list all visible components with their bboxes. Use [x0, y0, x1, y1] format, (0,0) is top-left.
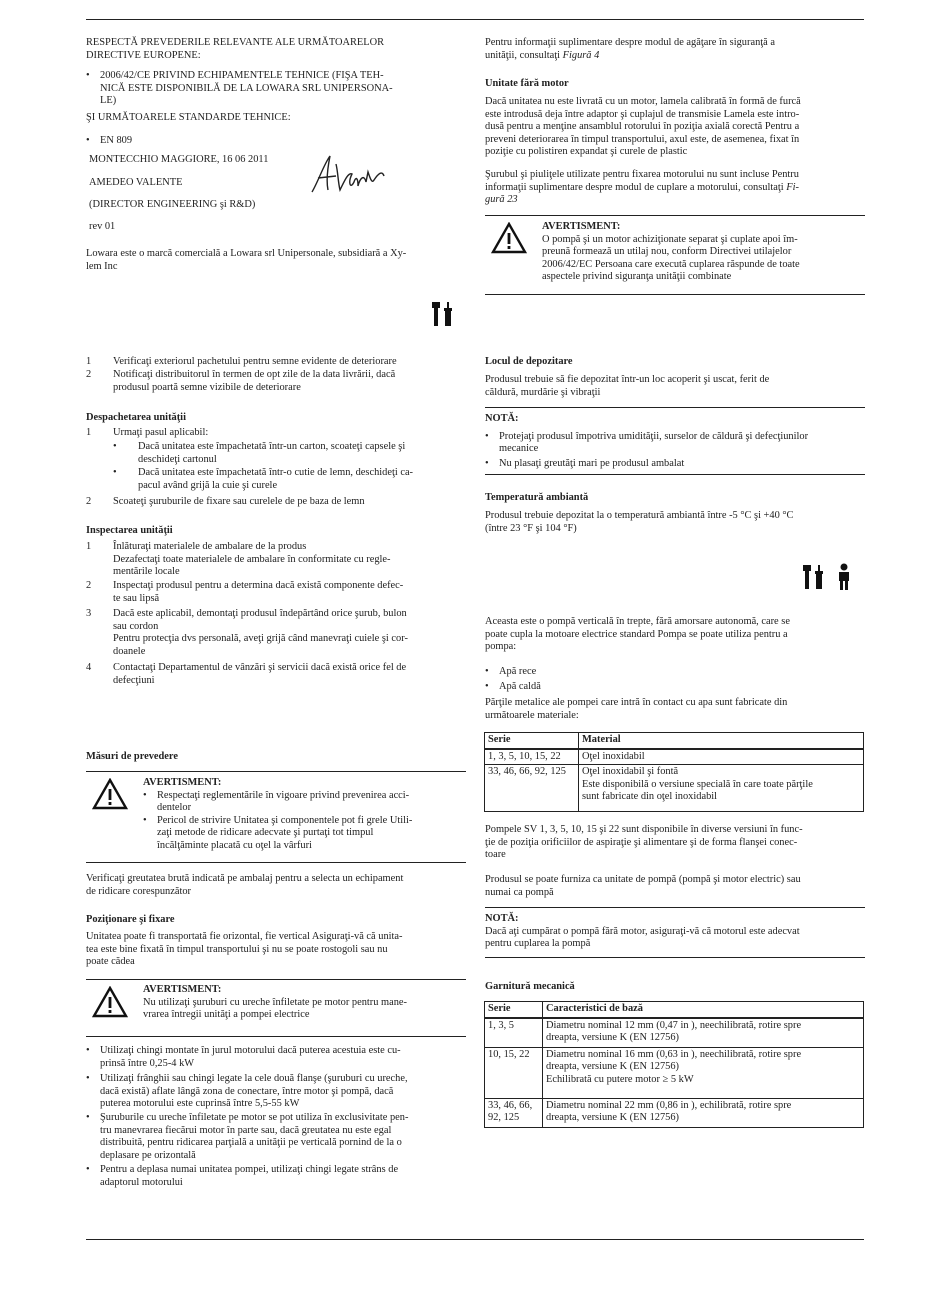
declaration-title: RESPECTĂ PREVEDERILE RELEVANTE ALE URMĂTOARELOR DIRECTIVE EUROPENE: [86, 37, 385, 61]
warning-text: Nu utilizaţi şuruburi cu ureche înfiletate pe motor pentru mane- vrarea întregii unităţi a pompei electrice [143, 996, 408, 1021]
warning-box-eyebolts [86, 979, 466, 1037]
pump-use-bullet: • Apă caldă [485, 681, 541, 692]
supply-text: Produsul se poate furniza ca unitate de pompă (pompă şi motor electric) sau numai ca pompă [485, 874, 801, 898]
warning-box-coupling [485, 215, 865, 295]
signature [308, 152, 388, 196]
info-figure-ref: Figură 4 [562, 49, 600, 61]
check-step-1: 1 Verificaţi exteriorul pachetului pentru semne evidente de deteriorare [86, 356, 397, 367]
heading-storage: Locul de depozitare [485, 356, 573, 367]
heading-inspect: Inspectarea unităţii [86, 525, 173, 536]
inspect-step-3: 3 Dacă este aplicabil, demontaţi produsul îndepărtând orice şurub, bulon sau cordon Pentru protecţia dvs personală, aveţi grijă când manevraţi cuiele şi cor- doanele [86, 608, 408, 657]
table-row: 1, 3, 5 Diametru nominal 12 mm (0,47 in ), neechilibrată, rotire spre dreapta, versiune K (EN 12756) [485, 1018, 864, 1048]
lifting-bullet-4: • Pentru a deplasa numai unitatea pompei, utilizaţi chingi legate strâns de adaptorul motorului [86, 1164, 399, 1188]
table-row: 33, 46, 66, 92, 125 Diametru nominal 22 mm (0,86 in ), echilibrată, rotire spre dreapta, versiune K (EN 12756) [485, 1098, 864, 1127]
unpack-step-2: 2 Scoateţi şuruburile de fixare sau curelele de pe baza de lemn [86, 496, 365, 507]
warning-triangle-icon [491, 222, 527, 254]
inspect-step-4: 4 Contactaţi Departamentul de vânzări şi servicii dacă există orice fel de defecţiuni [86, 662, 407, 686]
weight-text: Verificaţi greutatea brută indicată pe ambalaj pentru a selecta un echipament de ridicare corespunzător [86, 873, 404, 897]
unpack-substep-b: • Dacă unitatea este împachetată într-o cutie de lemn, deschideţi ca- pacul având grijă la cuie şi curele [113, 467, 414, 491]
warning-title: AVERTISMENT: [143, 777, 222, 788]
table-header: Material [579, 733, 864, 749]
pump-intro: Aceasta este o pompă verticală în trepte, fără amorsare autonomă, care se poate cupla la motoare electrice standard Pompa se poate utiliza pentru a pompa: [485, 616, 790, 653]
warning-title: AVERTISMENT: [143, 984, 222, 995]
unit-without-motor-text: Dacă unitatea nu este livrată cu un motor, lamela calibrată în formă de furcă este introdusă deja între adaptor şi cuplajul de transmisie Lamela este intro- dusă pentru a menţine ansamblul rotorului în poziţia axială corectă Pentru a preveni deteriorarea în timpul transportului, axul este, de asemenea, fixat în poziţie cu polistiren expandat şi curele de plastic [485, 96, 801, 158]
warning-text: O pompă şi un motor achiziţionate separat şi cuplate apoi îm- preună formează un utilaj nou, conform Directivei utilajelor 2006/42/EC Persoana care execută cuplarea răspunde de toate aspectele privind siguranţa unităţii combinate [542, 233, 800, 283]
screws-text: Şurubul şi piuliţele utilizate pentru fixarea motorului nu sunt incluse Pentru informaţii suplimentare despre modul de cuplare a motorului, consultaţi [485, 169, 799, 193]
motor-note [485, 907, 865, 958]
screws-paragraph [485, 169, 865, 207]
storage-text: Produsul trebuie să fie depozitat într-un loc acoperit şi uscat, ferit de căldură, murdărie şi vibraţii [485, 374, 770, 398]
signatory-name: AMEDEO VALENTE [89, 177, 183, 188]
table-row: 10, 15, 22 Diametru nominal 16 mm (0,63 in ), neechilibrată, rotire spre dreapta, versiune K (EN 12756) Echilibrată cu putere motor ≥ 5 kW [485, 1047, 864, 1098]
note-text: Dacă aţi cumpărat o pompă fără motor, asiguraţi-vă că motorul este adecvat pentru cuplarea la pompă [485, 925, 800, 950]
top-rule [86, 19, 864, 20]
lifting-bullet-3: • Şuruburile cu ureche înfiletate pe motor se pot utiliza în exclusivitate pen- tru manevrarea fiecărui motor în parte sau, dacă greutatea nu este egal distribuită, pentru ridicarea parţială a unităţii pe verticală pornind de la o deplasare pe orizontală [86, 1112, 409, 1161]
note-title: NOTĂ: [485, 413, 519, 424]
heading-mechanical-seal: Garnitură mecanică [485, 981, 575, 992]
info-text: Pentru informaţii suplimentare despre modul de agăţare în siguranţă a unităţii, consultaţi [485, 37, 775, 61]
warning-box-precautions [86, 771, 466, 863]
tools-icon [432, 300, 454, 328]
check-step-2: 2 Notificaţi distribuitorul în termen de opt zile de la data livrării, dacă produsul poartă semne vizibile de deteriorare [86, 369, 396, 393]
info-paragraph [485, 37, 865, 62]
inspect-step-2: 2 Inspectaţi produsul pentru a determina dacă există componente defec- te sau lipsă [86, 580, 404, 604]
declaration-bullet: • 2006/42/CE PRIVIND ECHIPAMENTELE TEHNICE (FIŞA TEH- NICĂ ESTE DISPONIBILĂ DE LA LOWARA SRL UNIPERSONA- LE) [86, 70, 393, 107]
inspect-step-1: 1 Înlăturaţi materialele de ambalare de la produs Dezafectaţi toate materialele de ambalare în conformitate cu regle- mentările locale [86, 541, 391, 578]
warning-triangle-icon [92, 986, 128, 1018]
ambient-temp-text: Produsul trebuie depozitat la o temperatură ambiantă între -5 °C şi +40 °C (între 23 °F şi 104 °F) [485, 510, 794, 534]
signatory-role: (DIRECTOR ENGINEERING şi R&D) [89, 199, 256, 210]
declaration-bullet-text: 2006/42/CE PRIVIND ECHIPAMENTELE TEHNICE (FIŞA TEH- NICĂ ESTE DISPONIBILĂ DE LA LOWARA SRL UNIPERSONA- LE) [100, 70, 393, 107]
heading-ambient-temp: Temperatură ambiantă [485, 492, 589, 503]
revision: rev 01 [89, 221, 116, 232]
seal-table [484, 1001, 864, 1128]
heading-unpacking: Despachetarea unităţii [86, 412, 186, 423]
pump-use-bullet: • Apă rece [485, 666, 537, 677]
materials-table [484, 732, 864, 812]
note-bullet: • Nu plasaţi greutăţi mari pe produsul ambalat [485, 457, 685, 469]
person-icon [836, 563, 852, 591]
storage-note [485, 407, 865, 475]
versions-text: Pompele SV 1, 3, 5, 10, 15 şi 22 sunt disponibile în diverse versiuni în func- ţie de poziţia orificiilor de aspiraţie şi alimentare şi de forma flanşei conec- toare [485, 824, 803, 861]
heading-unit-without-motor: Unitate fără motor [485, 78, 569, 89]
lifting-bullet-2: • Utilizaţi frânghii sau chingi legate la cele două flanşe (şuruburi cu ureche, dacă există) aflate lângă zona de conectare, între motor şi pompă, dacă puterea motorului este cuprinsă între 5,5-55 kW [86, 1073, 408, 1110]
brand-note: Lowara este o marcă comercială a Lowara srl Unipersonale, subsidiară a Xy- lem Inc [86, 248, 407, 272]
heading-positioning: Poziţionare şi fixare [86, 914, 175, 925]
warning-bullet: • Respectaţi reglementările în vigoare privind prevenirea acci- dentelor [143, 789, 410, 814]
materials-text: Părţile metalice ale pompei care intră în contact cu apa sunt fabricate din următoarele materiale: [485, 697, 788, 721]
unpack-substep-a: • Dacă unitatea este împachetată într-un carton, scoateţi capsele şi deschideţi cartonul [113, 441, 406, 465]
screws-figure-ref: Fi- gură 23 [485, 181, 799, 206]
table-header: Serie [485, 1002, 543, 1018]
table-row: 1, 3, 5, 10, 15, 22 Oţel inoxidabil [485, 749, 864, 765]
place-date: MONTECCHIO MAGGIORE, 16 06 2011 [89, 154, 269, 165]
table-row: 33, 46, 66, 92, 125 Oţel inoxidabil şi fontă Este disponibilă o versiune specială în care toate părţile sunt fabricate din oţel inoxidabil [485, 765, 864, 812]
standards-bullet-text: EN 809 [100, 135, 133, 146]
lifting-bullet-1: • Utilizaţi chingi montate în jurul motorului dacă puterea acestuia este cu- prinsă între 0,25-4 kW [86, 1045, 401, 1069]
heading-precautions: Măsuri de prevedere [86, 751, 178, 762]
standards-heading: ŞI URMĂTOARELE STANDARDE TEHNICE: [86, 112, 291, 123]
positioning-text: Unitatea poate fi transportată fie orizontal, fie vertical Asiguraţi-vă că unita- tea este bine fixată în timpul transportului şi nu se poate rostogoli sau nu poate cădea [86, 931, 403, 968]
warning-title: AVERTISMENT: [542, 221, 621, 232]
note-bullet: • Protejaţi produsul împotriva umidităţii, surselor de căldură şi defecţiunilor mecanice [485, 430, 809, 455]
warning-bullet: • Pericol de strivire Unitatea şi componentele pot fi grele Utili- zaţi metode de ridicare adecvate şi purtaţi tot timpul încălţăminte placată cu oţel la vârfuri [143, 814, 413, 851]
table-header: Serie [485, 733, 579, 749]
bottom-rule [86, 1239, 864, 1240]
table-header: Caracteristici de bază [543, 1002, 864, 1018]
unpack-step-1: 1 Urmaţi pasul aplicabil: [86, 427, 209, 438]
warning-triangle-icon [92, 778, 128, 810]
standards-bullet: • EN 809 [86, 135, 133, 146]
tools-icon [803, 563, 825, 591]
note-title: NOTĂ: [485, 913, 519, 924]
